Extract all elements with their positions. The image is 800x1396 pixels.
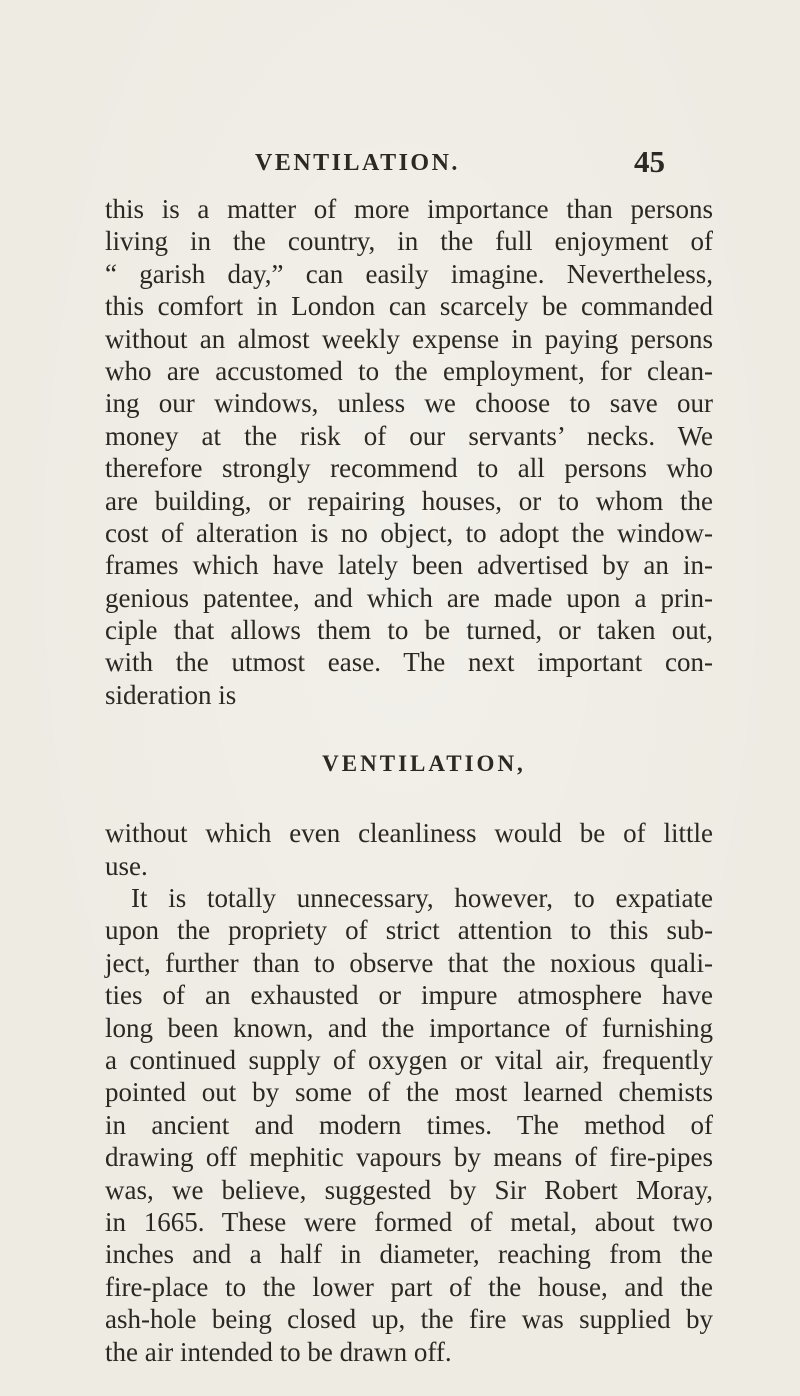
text-line: this comfort in London can scarcely be commanded [105, 291, 713, 322]
body-text [105, 193, 713, 1368]
text-line: in ancient and modern times. The method of [105, 1109, 713, 1140]
text-line: a continued supply of oxygen or vital air, frequently [105, 1044, 713, 1075]
text-line: in 1665. These were formed of metal, about two [105, 1206, 713, 1237]
text-line: inches and a half in diameter, reaching from the [105, 1239, 713, 1270]
text-line: pointed out by some of the most learned chemists [105, 1077, 713, 1108]
text-line: ing our windows, unless we choose to save our [105, 388, 713, 419]
page-number: 45 [634, 144, 665, 179]
page-header [255, 144, 665, 190]
text-line: frames which have lately been advertised by an in- [105, 550, 713, 581]
text-line: the air intended to be drawn off. [105, 1336, 452, 1367]
paragraph-1 [105, 193, 713, 711]
text-line: this is a matter of more importance than persons [105, 194, 713, 224]
text-line: use. [105, 850, 148, 881]
text-line: money at the risk of our servants’ necks. We [105, 420, 713, 451]
text-line: ash-hole being closed up, the fire was supplied by [105, 1304, 713, 1335]
text-line: cost of alteration is no object, to adopt the window- [105, 517, 713, 548]
paragraph-2 [105, 817, 713, 882]
text-line: living in the country, in the full enjoyment of [105, 226, 713, 257]
text-line: sideration is [105, 679, 237, 710]
text-line: long been known, and the importance of furnishing [105, 1012, 713, 1043]
text-line: with the utmost ease. The next important con- [105, 647, 713, 678]
text-line: fire-place to the lower part of the house, and the [105, 1271, 713, 1302]
paragraph-3 [105, 882, 713, 1368]
section-heading: VENTILATION, [322, 751, 526, 777]
text-line: It is totally unnecessary, however, to expatiate [131, 883, 713, 914]
text-line: upon the propriety of strict attention to this sub- [105, 915, 713, 946]
text-line: are building, or repairing houses, or to whom the [105, 485, 713, 516]
text-line: ciple that allows them to be turned, or taken out, [105, 615, 713, 646]
text-line: without which even cleanliness would be of little [105, 818, 713, 849]
text-line: who are accustomed to the employment, for clean- [105, 355, 713, 386]
text-line: ties of an exhausted or impure atmosphere have [105, 980, 713, 1011]
text-line: therefore strongly recommend to all persons who [105, 453, 713, 484]
text-line: without an almost weekly expense in paying persons [105, 323, 713, 354]
text-line: ject, further than to observe that the noxious quali- [105, 947, 713, 978]
text-line: was, we believe, suggested by Sir Robert Moray, [105, 1174, 713, 1205]
text-line: genious patentee, and which are made upon a prin- [105, 582, 713, 613]
text-line: “ garish day,” can easily imagine. Nevertheless, [105, 258, 713, 289]
running-title: VENTILATION. [255, 150, 460, 176]
text-line: drawing off mephitic vapours by means of fire-pipes [105, 1142, 713, 1173]
